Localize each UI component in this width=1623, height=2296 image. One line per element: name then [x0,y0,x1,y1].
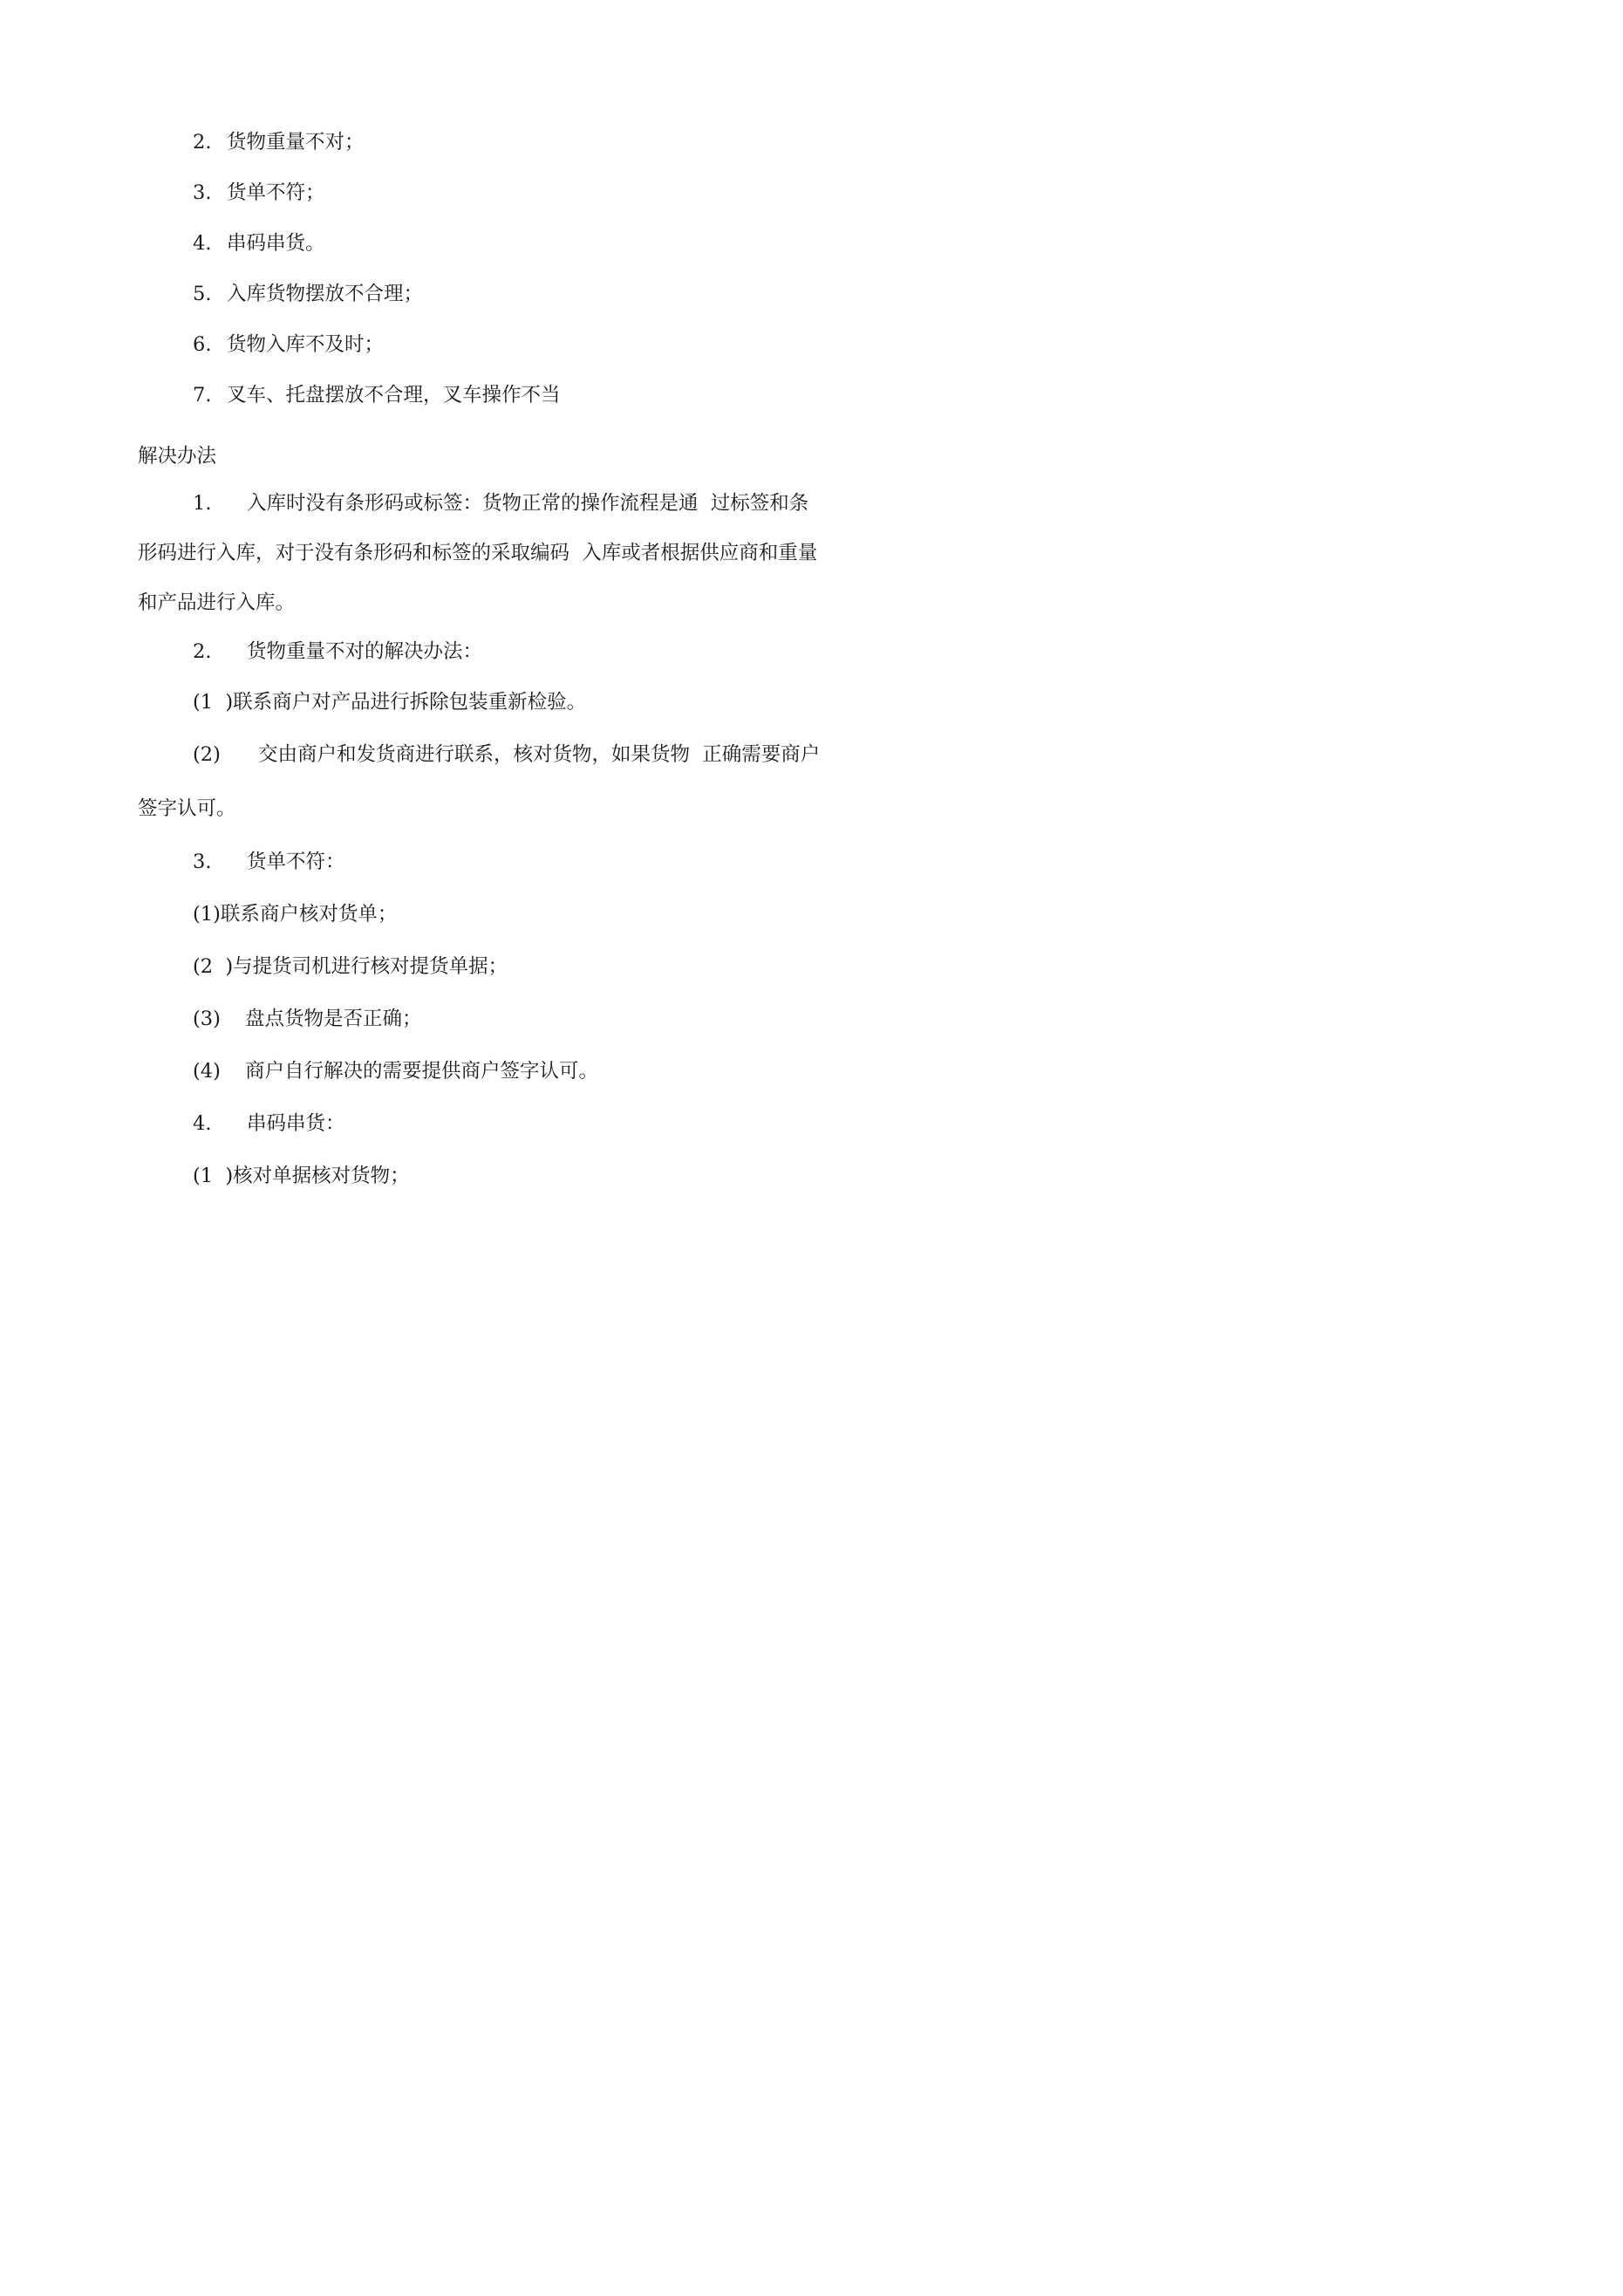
item-number: (4) [193,1060,221,1083]
solution-number: 2. [193,640,212,663]
item-text: 交由商户和发货商进行联系，核对货物，如果货物 正确需要商户 [258,743,821,766]
problem-number: 2. [193,131,212,154]
document-page [0,0,962,1362]
solution-2-item-2-cont: 签字认可。 [138,797,236,820]
solution-text: 货物重量不对的解决办法： [247,640,483,663]
solutions-heading: 解决办法 [138,445,217,468]
item-number: (2) [193,743,221,766]
solution-number: 4. [193,1112,212,1135]
problem-text: 货物入库不及时； [227,333,385,356]
problem-text: 货单不符； [227,181,325,204]
solution-2-item-2 [193,741,821,846]
solution-number: 3. [193,851,212,873]
problem-number: 6. [193,333,212,356]
problem-number: 5. [193,283,212,305]
solution-text: 串码串货： [247,1112,345,1135]
problem-item-7 [193,382,561,487]
solution-text: 货单不符： [247,851,345,873]
solution-2-item-1: (1 )联系商户对产品进行拆除包装重新检验。 [193,691,587,714]
solution-3-item-1: (1)联系商户核对货单； [193,903,398,926]
problem-number: 3. [193,181,212,204]
item-text: 盘点货物是否正确； [245,1008,422,1030]
solution-1-line-2: 形码进行入库，对于没有条形码和标签的采取编码 入库或者根据供应商和重量 [138,542,818,564]
solution-text: 入库时没有条形码或标签：货物正常的操作流程是通 过标签和条 [247,492,809,515]
problem-text: 叉车、托盘摆放不合理，叉车操作不当 [227,384,561,407]
item-number: (3) [193,1008,221,1030]
solution-4-item-1: (1 )核对单据核对货物； [193,1165,410,1187]
problem-text: 串码串货。 [227,232,325,255]
problem-text: 入库货物摆放不合理； [227,283,424,305]
problem-number: 4. [193,232,212,255]
problem-number: 7. [193,384,212,407]
solution-number: 1. [193,492,212,515]
problem-text: 货物重量不对； [227,131,365,154]
solution-3-item-2: (2 )与提货司机进行核对提货单据； [193,955,508,978]
item-text: 商户自行解决的需要提供商户签字认可。 [245,1060,599,1083]
solution-1-line-3: 和产品进行入库。 [138,591,296,614]
